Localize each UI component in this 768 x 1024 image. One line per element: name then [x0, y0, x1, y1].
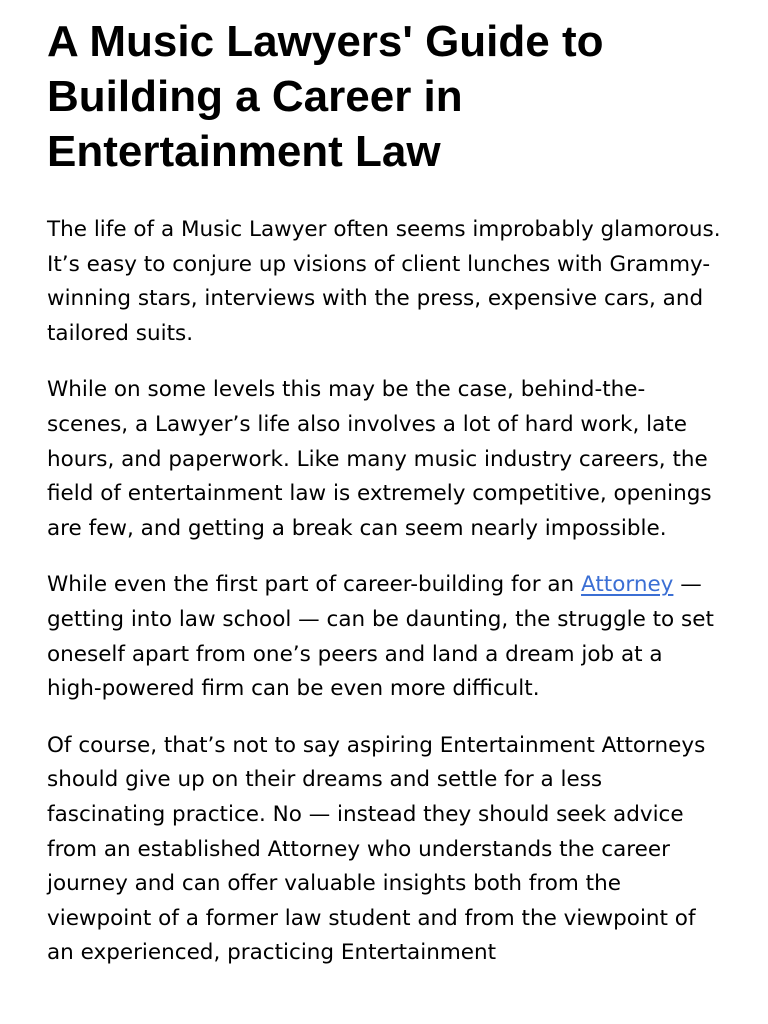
article-paragraph-1: The life of a Music Lawyer often seems improbably glamorous. It’s easy to conjure up visions of client lunches with Grammy-winning stars, interviews with the press, expensive cars, and tailored suits. — [47, 217, 721, 346]
article-paragraph-2: While on some levels this may be the case, behind-the-scenes, a Lawyer’s life also involves a lot of hard work, late hours, and paperwork. Like many music industry careers, the field of entertainment law is extremely competitive, openings are few, and getting a break can seem nearly impossible. — [47, 377, 712, 541]
article-paragraph-3 — [47, 568, 721, 706]
paragraph-3-text-after: — getting into law school — can be daunting, the struggle to set oneself apart from one’s peers and land a dream job at a high-powered firm can be even more difficult. — [47, 572, 714, 702]
article-paragraph-4: Of course, that’s not to say aspiring Entertainment Attorneys should give up on their dreams and settle for a less fascinating practice. No — instead they should seek advice from an established Attorney who understands the career journey and can offer valuable insights both from the viewpoint of a former law student and from the viewpoint of an experienced, practicing Entertainment — [47, 732, 706, 966]
attorney-link[interactable]: Attorney — [581, 572, 674, 598]
article-title: A Music Lawyers' Guide to Building a Career in Entertainment Law — [47, 17, 604, 176]
paragraph-3-text-before: While even the first part of career-building for an — [47, 572, 582, 598]
